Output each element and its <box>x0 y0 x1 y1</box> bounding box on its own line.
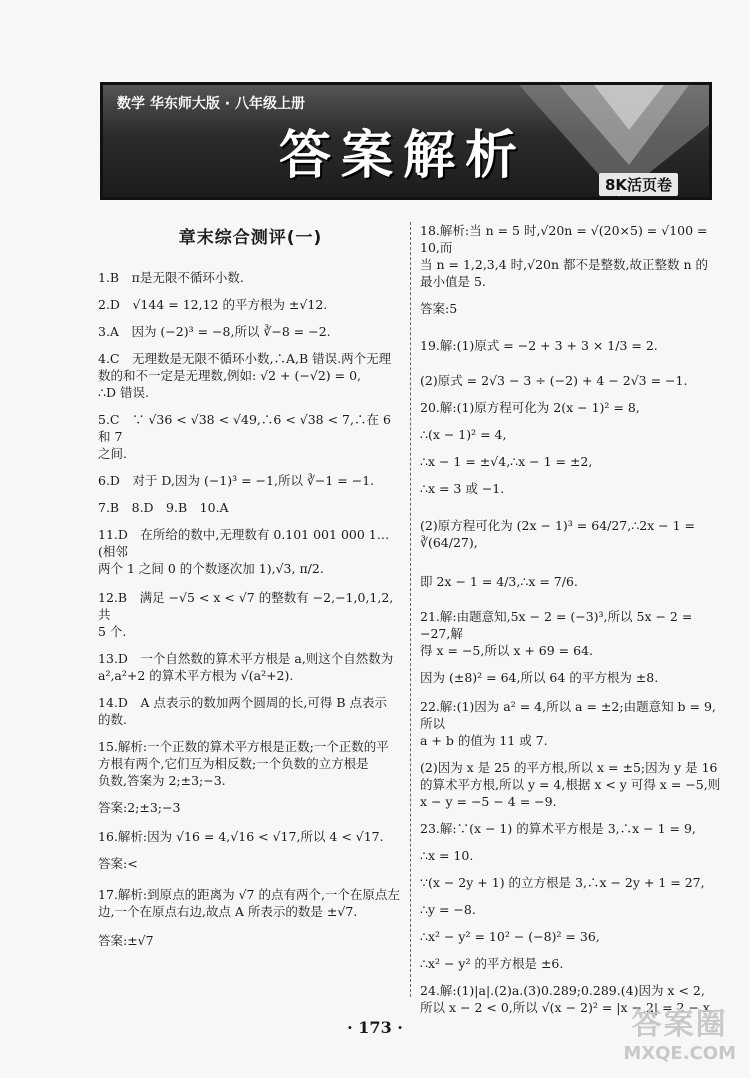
header-banner <box>100 82 712 200</box>
answer-item: ∴y = −8. <box>420 902 476 917</box>
answer-item: 23.解:∵(x − 1) 的算术平方根是 3,∴x − 1 = 9, <box>420 821 696 836</box>
answer-item: (2)因为 x 是 25 的平方根,所以 x = ±5;因为 y 是 16 的算术平方根,所以 y = 4,根据 x < y 可得 x = −5,则 x − y = −5 − 4 = −9. <box>420 760 721 809</box>
book-subtitle: 数学 华东师大版 · 八年级上册 <box>117 96 305 112</box>
right-column <box>420 222 725 1026</box>
answer-item: 6.D 对于 D,因为 (−1)³ = −1,所以 ∛−1 = −1. <box>98 473 375 488</box>
answer-item: 16.解析:因为 √16 = 4,√16 < √17,所以 4 < √17. <box>98 829 384 844</box>
answer-item: 7.B 8.D 9.B 10.A <box>98 500 229 515</box>
answer-item: 11.D 在所给的数中,无理数有 0.101 001 000 1…(相邻 两个 1 之间 0 的个数逐次加 1),√3, π/2. <box>98 527 390 576</box>
answer-item: ∵(x − 2y + 1) 的立方根是 3,∴x − 2y + 1 = 27, <box>420 875 705 890</box>
answer-item: 22.解:(1)因为 a² = 4,所以 a = ±2;由题意知 b = 9,所以 a + b 的值为 11 或 7. <box>420 699 716 748</box>
answer-item: 18.解析:当 n = 5 时,√20n = √(20×5) = √100 = 10,而 当 n = 1,2,3,4 时,√20n 都不是整数,故正整数 n 的 最小值是 5. <box>420 223 708 289</box>
answer-item: 即 2x − 1 = 4/3,∴x = 7/6. <box>420 574 578 589</box>
section-title: 章末综合测评(一) <box>178 228 323 248</box>
answer-item: ∴(x − 1)² = 4, <box>420 427 507 442</box>
column-divider <box>410 222 411 997</box>
watermark-url: MXQE.COM <box>623 1043 736 1064</box>
answer-item: (2)原方程可化为 (2x − 1)³ = 64/27,∴2x − 1 = ∛(64/27), <box>420 518 699 550</box>
answer-item: 2.D √144 = 12,12 的平方根为 ±√12. <box>98 297 328 312</box>
format-tag: 8K活页卷 <box>599 173 678 196</box>
answer-item: ∴x = 10. <box>420 848 474 863</box>
answer-item: 15.解析:一个正数的算术平方根是正数;一个正数的平 方根有两个,它们互为相反数;一个负数的立方根是 负数,答案为 2;±3;−3. <box>98 739 389 788</box>
watermark <box>623 999 736 1064</box>
answer-item: ∴x² − y² 的平方根是 ±6. <box>420 956 564 971</box>
answer-item: 20.解:(1)原方程可化为 2(x − 1)² = 8, <box>420 400 640 415</box>
answer-item: 答案:< <box>98 856 138 871</box>
answer-item: (2)原式 = 2√3 − 3 ÷ (−2) + 4 − 2√3 = −1. <box>420 373 688 388</box>
answer-item: ∴x − 1 = ±√4,∴x − 1 = ±2, <box>420 454 593 469</box>
page-title: 答案解析 <box>279 126 528 186</box>
answer-item: 1.B π是无限不循环小数. <box>98 270 244 285</box>
left-column <box>98 222 403 959</box>
page-number: · 173 · <box>347 1018 403 1037</box>
answer-item: 答案:2;±3;−3 <box>98 800 181 815</box>
answer-item: 3.A 因为 (−2)³ = −8,所以 ∛−8 = −2. <box>98 324 331 339</box>
answer-item: 21.解:由题意知,5x − 2 = (−3)³,所以 5x − 2 = −27,解 得 x = −5,所以 x + 69 = 64. <box>420 609 693 658</box>
answer-item: 17.解析:到原点的距离为 √7 的点有两个,一个在原点左 边,一个在原点右边,故点 A 所表示的数是 ±√7. <box>98 887 400 919</box>
answer-item: 4.C 无理数是无限不循环小数,∴A,B 错误.两个无理 数的和不一定是无理数,例如: √2 + (−√2) = 0, ∴D 错误. <box>98 351 392 400</box>
answer-item: 5.C ∵ √36 < √38 < √49,∴6 < √38 < 7,∴在 6 和 7 之间. <box>98 412 391 461</box>
answer-item: 答案:5 <box>420 301 458 316</box>
answer-item: ∴x = 3 或 −1. <box>420 481 505 496</box>
answer-item: 13.D 一个自然数的算术平方根是 a,则这个自然数为 a²,a²+2 的算术平方根为 √(a²+2). <box>98 651 394 683</box>
answer-item: 14.D A 点表示的数加两个圆周的长,可得 B 点表示 的数. <box>98 695 388 727</box>
answer-item: ∴x² − y² = 10² − (−8)² = 36, <box>420 929 600 944</box>
answer-item: 24.解:(1)|a|.(2)a.(3)0.289;0.289.(4)因为 x < 2, 所以 x − 2 < 0,所以 √(x − 2)² = |x − 2| = 2 − x. <box>420 983 714 1015</box>
answer-item: 因为 (±8)² = 64,所以 64 的平方根为 ±8. <box>420 670 659 685</box>
answer-item: 12.B 满足 −√5 < x < √7 的整数有 −2,−1,0,1,2,共 5 个. <box>98 590 394 639</box>
answer-item: 19.解:(1)原式 = −2 + 3 + 3 × 1/3 = 2. <box>420 338 658 353</box>
watermark-logo-text: 答案圈 <box>631 1007 728 1042</box>
answer-item: 答案:±√7 <box>98 933 154 948</box>
